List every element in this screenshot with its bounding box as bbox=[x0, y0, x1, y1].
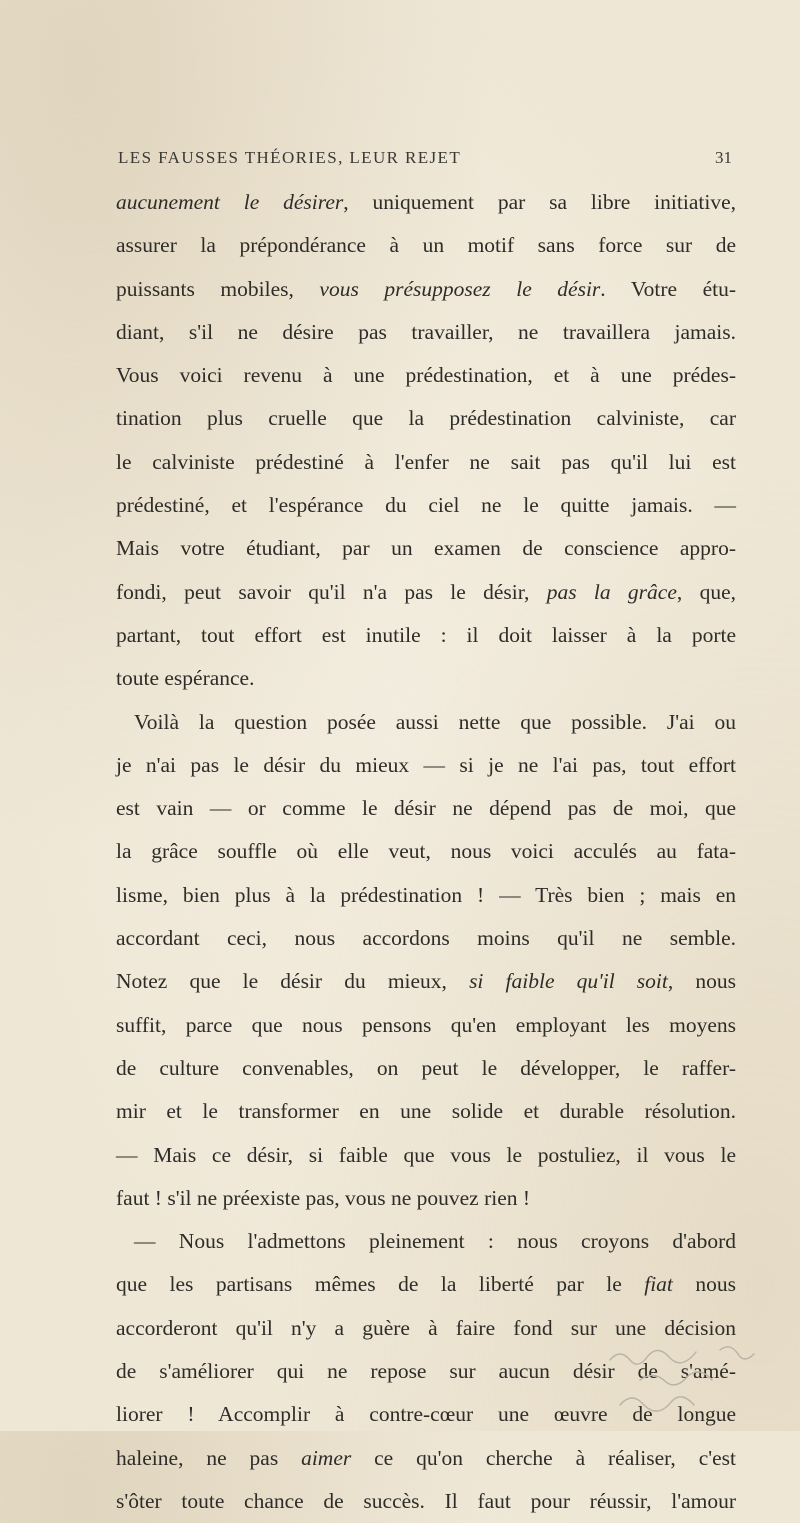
text-line: la grâce souffle où elle veut, nous voici acculés au fata- bbox=[116, 839, 736, 864]
text-line: mir et le transformer en une solide et durable résolution. bbox=[116, 1099, 736, 1124]
text-line: lisme, bien plus à la prédestination ! — Très bien ; mais en bbox=[116, 882, 736, 907]
text-line: — Nous l'admettons pleinement : nous croyons d'abord bbox=[134, 1229, 736, 1254]
text-line: Voilà la question posée aussi nette que possible. J'ai ou bbox=[134, 709, 736, 734]
text-line: aucunement le désirer, uniquement par sa libre initiative, bbox=[116, 190, 736, 214]
text-line: Vous voici revenu à une prédestination, et à une prédes- bbox=[116, 363, 736, 388]
text-line: assurer la prépondérance à un motif sans force sur de bbox=[116, 233, 736, 258]
text-line: je n'ai pas le désir du mieux — si je ne l'ai pas, tout effort bbox=[116, 752, 736, 777]
page-number: 31 bbox=[715, 148, 732, 167]
text-line: faut ! s'il ne préexiste pas, vous ne pouvez rien ! bbox=[116, 1185, 531, 1210]
text-line: fondi, peut savoir qu'il n'a pas le désir, pas la grâce, que, bbox=[116, 579, 736, 604]
text-line: liorer ! Accomplir à contre-cœur une œuvre de longue bbox=[116, 1402, 736, 1427]
text-line: accorderont qu'il n'y a guère à faire fond sur une décision bbox=[116, 1315, 736, 1340]
text-line: — Mais ce désir, si faible que vous le postuliez, il vous le bbox=[116, 1142, 736, 1167]
text-line: Notez que le désir du mieux, si faible qu'il soit, nous bbox=[116, 969, 736, 994]
text-line: Mais votre étudiant, par un examen de conscience appro- bbox=[116, 536, 736, 561]
running-title: LES FAUSSES THÉORIES, LEUR REJET bbox=[118, 148, 462, 167]
body-text bbox=[116, 181, 736, 1523]
text-line: diant, s'il ne désire pas travailler, ne travaillera jamais. bbox=[116, 319, 736, 344]
text-line: prédestiné, et l'espérance du ciel ne le quitte jamais. — bbox=[116, 493, 736, 518]
text-line: puissants mobiles, vous présupposez le désir. Votre étu- bbox=[116, 276, 736, 301]
text-line: tination plus cruelle que la prédestination calviniste, car bbox=[116, 406, 736, 431]
text-line: que les partisans mêmes de la liberté par le fiat nous bbox=[116, 1272, 736, 1297]
text-line: toute espérance. bbox=[116, 666, 255, 691]
text-line: le calviniste prédestiné à l'enfer ne sait pas qu'il lui est bbox=[116, 449, 736, 474]
text-line: de s'améliorer qui ne repose sur aucun désir de s'amé- bbox=[116, 1359, 736, 1384]
text-line: accordant ceci, nous accordons moins qu'il ne semble. bbox=[116, 926, 736, 951]
text-line: de culture convenables, on peut le développer, le raffer- bbox=[116, 1055, 736, 1080]
text-line: suffit, parce que nous pensons qu'en employant les moyens bbox=[116, 1012, 736, 1037]
running-head bbox=[118, 148, 732, 170]
text-line: haleine, ne pas aimer ce qu'on cherche à réaliser, c'est bbox=[116, 1445, 736, 1470]
text-line: s'ôter toute chance de succès. Il faut pour réussir, l'amour bbox=[116, 1488, 736, 1513]
pencil-annotation-scribble bbox=[600, 1330, 780, 1430]
text-line: partant, tout effort est inutile : il doit laisser à la porte bbox=[116, 622, 736, 647]
text-line: est vain — or comme le désir ne dépend pas de moi, que bbox=[116, 796, 736, 821]
